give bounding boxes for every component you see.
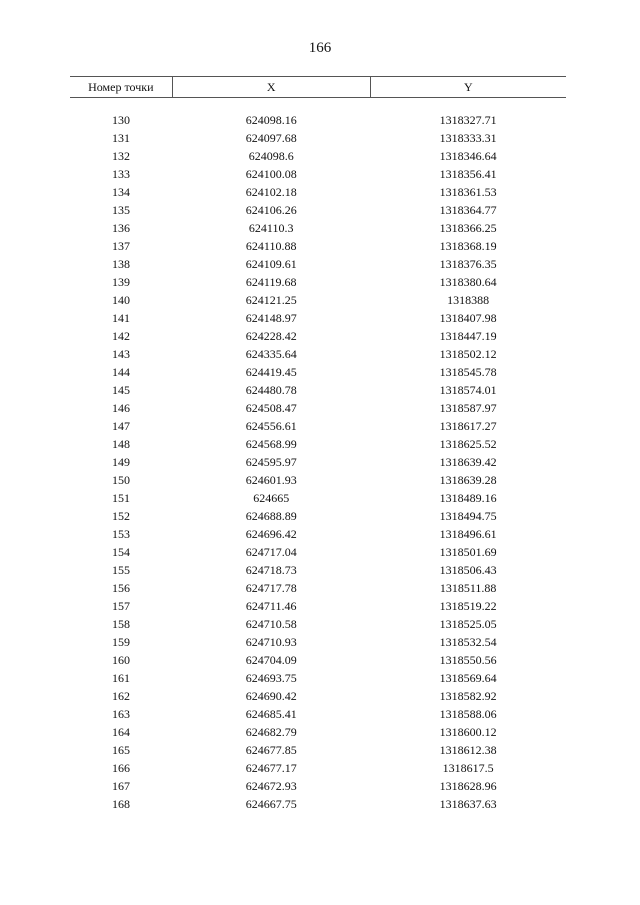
table-header-row xyxy=(70,77,566,98)
cell-point-number: 152 xyxy=(112,509,131,523)
page-number: 166 xyxy=(308,40,332,56)
cell-x: 624685.41 xyxy=(245,707,297,721)
table-row xyxy=(70,651,566,669)
cell-y: 1318364.77 xyxy=(439,203,497,217)
cell-x: 624710.93 xyxy=(245,635,297,649)
cell-y: 1318637.63 xyxy=(439,797,497,811)
cell-x: 624097.68 xyxy=(245,131,297,145)
cell-point-number: 157 xyxy=(112,599,131,613)
table-row xyxy=(70,579,566,597)
table-body xyxy=(70,98,566,814)
cell-y: 1318574.01 xyxy=(439,383,497,397)
cell-x: 624595.97 xyxy=(245,455,297,469)
header-x: X xyxy=(172,77,370,98)
cell-y: 1318407.98 xyxy=(439,311,497,325)
cell-point-number: 130 xyxy=(112,113,131,127)
cell-x: 624228.42 xyxy=(245,329,297,343)
table-row xyxy=(70,345,566,363)
cell-y: 1318361.53 xyxy=(439,185,497,199)
cell-x: 624110.88 xyxy=(245,239,297,253)
cell-x: 624568.99 xyxy=(245,437,297,451)
cell-x: 624690.42 xyxy=(245,689,297,703)
cell-point-number: 167 xyxy=(112,779,131,793)
cell-y: 1318569.64 xyxy=(439,671,497,685)
cell-x: 624601.93 xyxy=(245,473,297,487)
table-row xyxy=(70,327,566,345)
cell-y: 1318587.97 xyxy=(439,401,497,415)
table-row xyxy=(70,669,566,687)
table-row xyxy=(70,273,566,291)
table-row xyxy=(70,543,566,561)
cell-y: 1318545.78 xyxy=(439,365,497,379)
cell-x: 624106.26 xyxy=(245,203,297,217)
table-row xyxy=(70,183,566,201)
cell-x: 624688.89 xyxy=(245,509,297,523)
cell-y: 1318447.19 xyxy=(439,329,497,343)
cell-point-number: 142 xyxy=(112,329,131,343)
table-row xyxy=(70,633,566,651)
table-row xyxy=(70,471,566,489)
cell-y: 1318366.25 xyxy=(439,221,497,235)
cell-x: 624682.79 xyxy=(245,725,297,739)
cell-y: 1318532.54 xyxy=(439,635,497,649)
cell-x: 624718.73 xyxy=(245,563,297,577)
cell-y: 1318496.61 xyxy=(439,527,497,541)
table-row xyxy=(70,525,566,543)
coordinates-table xyxy=(70,76,566,813)
cell-point-number: 150 xyxy=(112,473,131,487)
cell-y: 1318600.12 xyxy=(439,725,497,739)
table-row xyxy=(70,147,566,165)
cell-point-number: 147 xyxy=(112,419,131,433)
cell-point-number: 138 xyxy=(112,257,131,271)
cell-y: 1318617.27 xyxy=(439,419,497,433)
cell-point-number: 139 xyxy=(112,275,131,289)
table-row xyxy=(70,489,566,507)
cell-y: 1318388 xyxy=(447,293,490,307)
cell-point-number: 140 xyxy=(112,293,131,307)
cell-x: 624672.93 xyxy=(245,779,297,793)
cell-x: 624419.45 xyxy=(245,365,297,379)
cell-point-number: 159 xyxy=(112,635,131,649)
cell-point-number: 135 xyxy=(112,203,131,217)
table-row xyxy=(70,705,566,723)
cell-x: 624098.6 xyxy=(248,149,294,163)
cell-y: 1318588.06 xyxy=(439,707,497,721)
cell-y: 1318494.75 xyxy=(439,509,497,523)
cell-x: 624480.78 xyxy=(245,383,297,397)
table-row xyxy=(70,309,566,327)
header-point-number: Номер точки xyxy=(70,77,172,98)
table-row xyxy=(70,741,566,759)
cell-x: 624110.3 xyxy=(248,221,294,235)
cell-point-number: 162 xyxy=(112,689,131,703)
table-row xyxy=(70,399,566,417)
cell-x: 624119.68 xyxy=(245,275,297,289)
cell-point-number: 164 xyxy=(112,725,131,739)
cell-y: 1318511.88 xyxy=(439,581,497,595)
cell-point-number: 137 xyxy=(112,239,131,253)
cell-y: 1318356.41 xyxy=(439,167,497,181)
table-row xyxy=(70,237,566,255)
header-y: Y xyxy=(370,77,566,98)
table-row xyxy=(70,723,566,741)
cell-point-number: 131 xyxy=(112,131,131,145)
cell-point-number: 166 xyxy=(112,761,131,775)
table-row xyxy=(70,417,566,435)
cell-x: 624665 xyxy=(253,491,290,505)
cell-y: 1318612.38 xyxy=(439,743,497,757)
table-row xyxy=(70,219,566,237)
cell-point-number: 156 xyxy=(112,581,131,595)
cell-point-number: 163 xyxy=(112,707,131,721)
cell-x: 624109.61 xyxy=(245,257,297,271)
cell-y: 1318519.22 xyxy=(439,599,497,613)
table-row xyxy=(70,507,566,525)
cell-x: 624102.18 xyxy=(245,185,297,199)
cell-point-number: 146 xyxy=(112,401,131,415)
cell-x: 624677.17 xyxy=(245,761,297,775)
cell-y: 1318625.52 xyxy=(439,437,497,451)
cell-x: 624696.42 xyxy=(245,527,297,541)
cell-x: 624717.04 xyxy=(245,545,297,559)
table-row xyxy=(70,453,566,471)
cell-y: 1318501.69 xyxy=(439,545,497,559)
cell-y: 1318506.43 xyxy=(439,563,497,577)
cell-x: 624508.47 xyxy=(245,401,297,415)
cell-x: 624710.58 xyxy=(245,617,297,631)
cell-x: 624556.61 xyxy=(245,419,297,433)
cell-x: 624148.97 xyxy=(245,311,297,325)
cell-x: 624335.64 xyxy=(245,347,297,361)
cell-point-number: 132 xyxy=(112,149,131,163)
cell-y: 1318346.64 xyxy=(439,149,497,163)
cell-x: 624711.46 xyxy=(245,599,297,613)
cell-y: 1318333.31 xyxy=(439,131,497,145)
cell-x: 624717.78 xyxy=(245,581,297,595)
table-row xyxy=(70,165,566,183)
cell-point-number: 155 xyxy=(112,563,131,577)
cell-x: 624100.08 xyxy=(245,167,297,181)
cell-point-number: 134 xyxy=(112,185,131,199)
table-row xyxy=(70,687,566,705)
table-row xyxy=(70,759,566,777)
table-spacer-row xyxy=(70,98,566,112)
cell-y: 1318327.71 xyxy=(439,113,497,127)
cell-point-number: 148 xyxy=(112,437,131,451)
cell-x: 624121.25 xyxy=(245,293,297,307)
cell-point-number: 141 xyxy=(112,311,131,325)
cell-point-number: 165 xyxy=(112,743,131,757)
cell-y: 1318628.96 xyxy=(439,779,497,793)
cell-x: 624704.09 xyxy=(245,653,297,667)
cell-y: 1318376.35 xyxy=(439,257,497,271)
cell-y: 1318525.05 xyxy=(439,617,497,631)
cell-y: 1318582.92 xyxy=(439,689,497,703)
cell-y: 1318368.19 xyxy=(439,239,497,253)
cell-point-number: 136 xyxy=(112,221,131,235)
table-row xyxy=(70,435,566,453)
table-row xyxy=(70,561,566,579)
table-row xyxy=(70,291,566,309)
table-row xyxy=(70,255,566,273)
table-row xyxy=(70,129,566,147)
table-row xyxy=(70,201,566,219)
cell-y: 1318489.16 xyxy=(439,491,497,505)
cell-point-number: 151 xyxy=(112,491,131,505)
cell-y: 1318617.5 xyxy=(442,761,494,775)
cell-x: 624667.75 xyxy=(245,797,297,811)
cell-x: 624693.75 xyxy=(245,671,297,685)
table-row xyxy=(70,111,566,129)
table-row xyxy=(70,363,566,381)
cell-point-number: 168 xyxy=(112,797,131,811)
table-row xyxy=(70,597,566,615)
cell-point-number: 154 xyxy=(112,545,131,559)
table-row xyxy=(70,381,566,399)
cell-point-number: 153 xyxy=(112,527,131,541)
cell-point-number: 145 xyxy=(112,383,131,397)
cell-y: 1318639.28 xyxy=(439,473,497,487)
cell-y: 1318502.12 xyxy=(439,347,497,361)
table-row xyxy=(70,795,566,813)
cell-y: 1318380.64 xyxy=(439,275,497,289)
cell-point-number: 160 xyxy=(112,653,131,667)
table-row xyxy=(70,777,566,795)
cell-point-number: 158 xyxy=(112,617,131,631)
cell-point-number: 149 xyxy=(112,455,131,469)
cell-point-number: 133 xyxy=(112,167,131,181)
cell-x: 624098.16 xyxy=(245,113,297,127)
cell-point-number: 161 xyxy=(112,671,131,685)
cell-point-number: 143 xyxy=(112,347,131,361)
cell-y: 1318639.42 xyxy=(439,455,497,469)
cell-point-number: 144 xyxy=(112,365,131,379)
cell-x: 624677.85 xyxy=(245,743,297,757)
table-row xyxy=(70,615,566,633)
cell-y: 1318550.56 xyxy=(439,653,497,667)
